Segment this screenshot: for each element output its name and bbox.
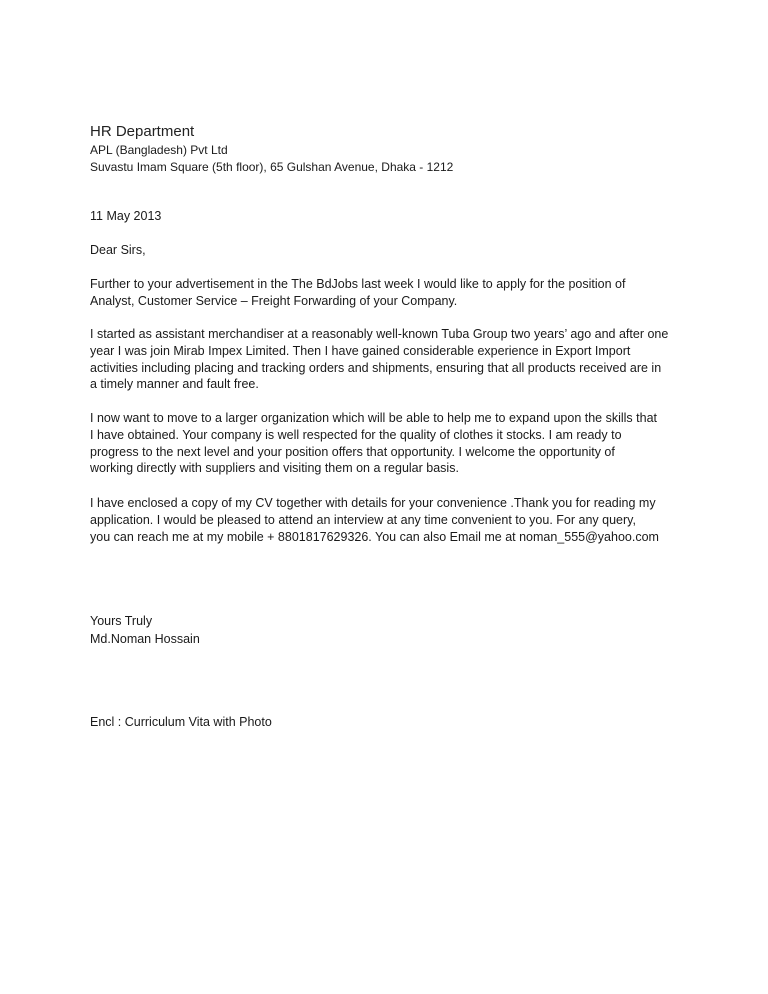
recipient-address: Suvastu Imam Square (5th floor), 65 Gulshan Avenue, Dhaka - 1212 xyxy=(90,160,454,174)
paragraph-line: progress to the next level and your position offers that opportunity. I welcome the opportunity of xyxy=(90,444,615,459)
closing: Yours Truly xyxy=(90,614,153,628)
paragraph-line: Analyst, Customer Service – Freight Forwarding of your Company. xyxy=(90,293,458,308)
salutation: Dear Sirs, xyxy=(90,243,146,257)
paragraph-line: I started as assistant merchandiser at a reasonably well-known Tuba Group two years’ ago and after one xyxy=(90,327,669,341)
paragraph-line: year I was join Mirab Impex Limited. Then I have gained considerable experience in Export Import xyxy=(90,343,631,358)
paragraph-contact xyxy=(90,495,700,545)
paragraph-line: I have enclosed a copy of my CV together with details for your convenience .Thank you for reading my xyxy=(90,496,656,510)
paragraph-line: a timely manner and fault free. xyxy=(90,377,259,392)
paragraph-line: I have obtained. Your company is well respected for the quality of clothes it stocks. I am ready to xyxy=(90,427,622,442)
recipient-company: APL (Bangladesh) Pvt Ltd xyxy=(90,143,228,157)
paragraph-line: Further to your advertisement in the The BdJobs last week I would like to apply for the position of xyxy=(90,277,626,291)
signature-name: Md.Noman Hossain xyxy=(90,632,200,646)
enclosure-note: Encl : Curriculum Vita with Photo xyxy=(90,715,272,729)
paragraph-motivation xyxy=(90,410,700,477)
paragraph-experience xyxy=(90,326,700,393)
paragraph-application xyxy=(90,276,700,310)
paragraph-line: application. I would be pleased to attend an interview at any time convenient to you. For any query, xyxy=(90,512,636,527)
paragraph-line: activities including placing and tracking orders and shipments, ensuring that all products received are in xyxy=(90,360,662,375)
recipient-department: HR Department xyxy=(90,123,195,140)
paragraph-line: I now want to move to a larger organization which will be able to help me to expand upon the skills that xyxy=(90,411,657,425)
paragraph-line: working directly with suppliers and visiting them on a regular basis. xyxy=(90,461,459,476)
paragraph-line: you can reach me at my mobile + 8801817629326. You can also Email me at noman_555@yahoo.com xyxy=(90,529,659,544)
letter-date: 11 May 2013 xyxy=(90,209,162,223)
